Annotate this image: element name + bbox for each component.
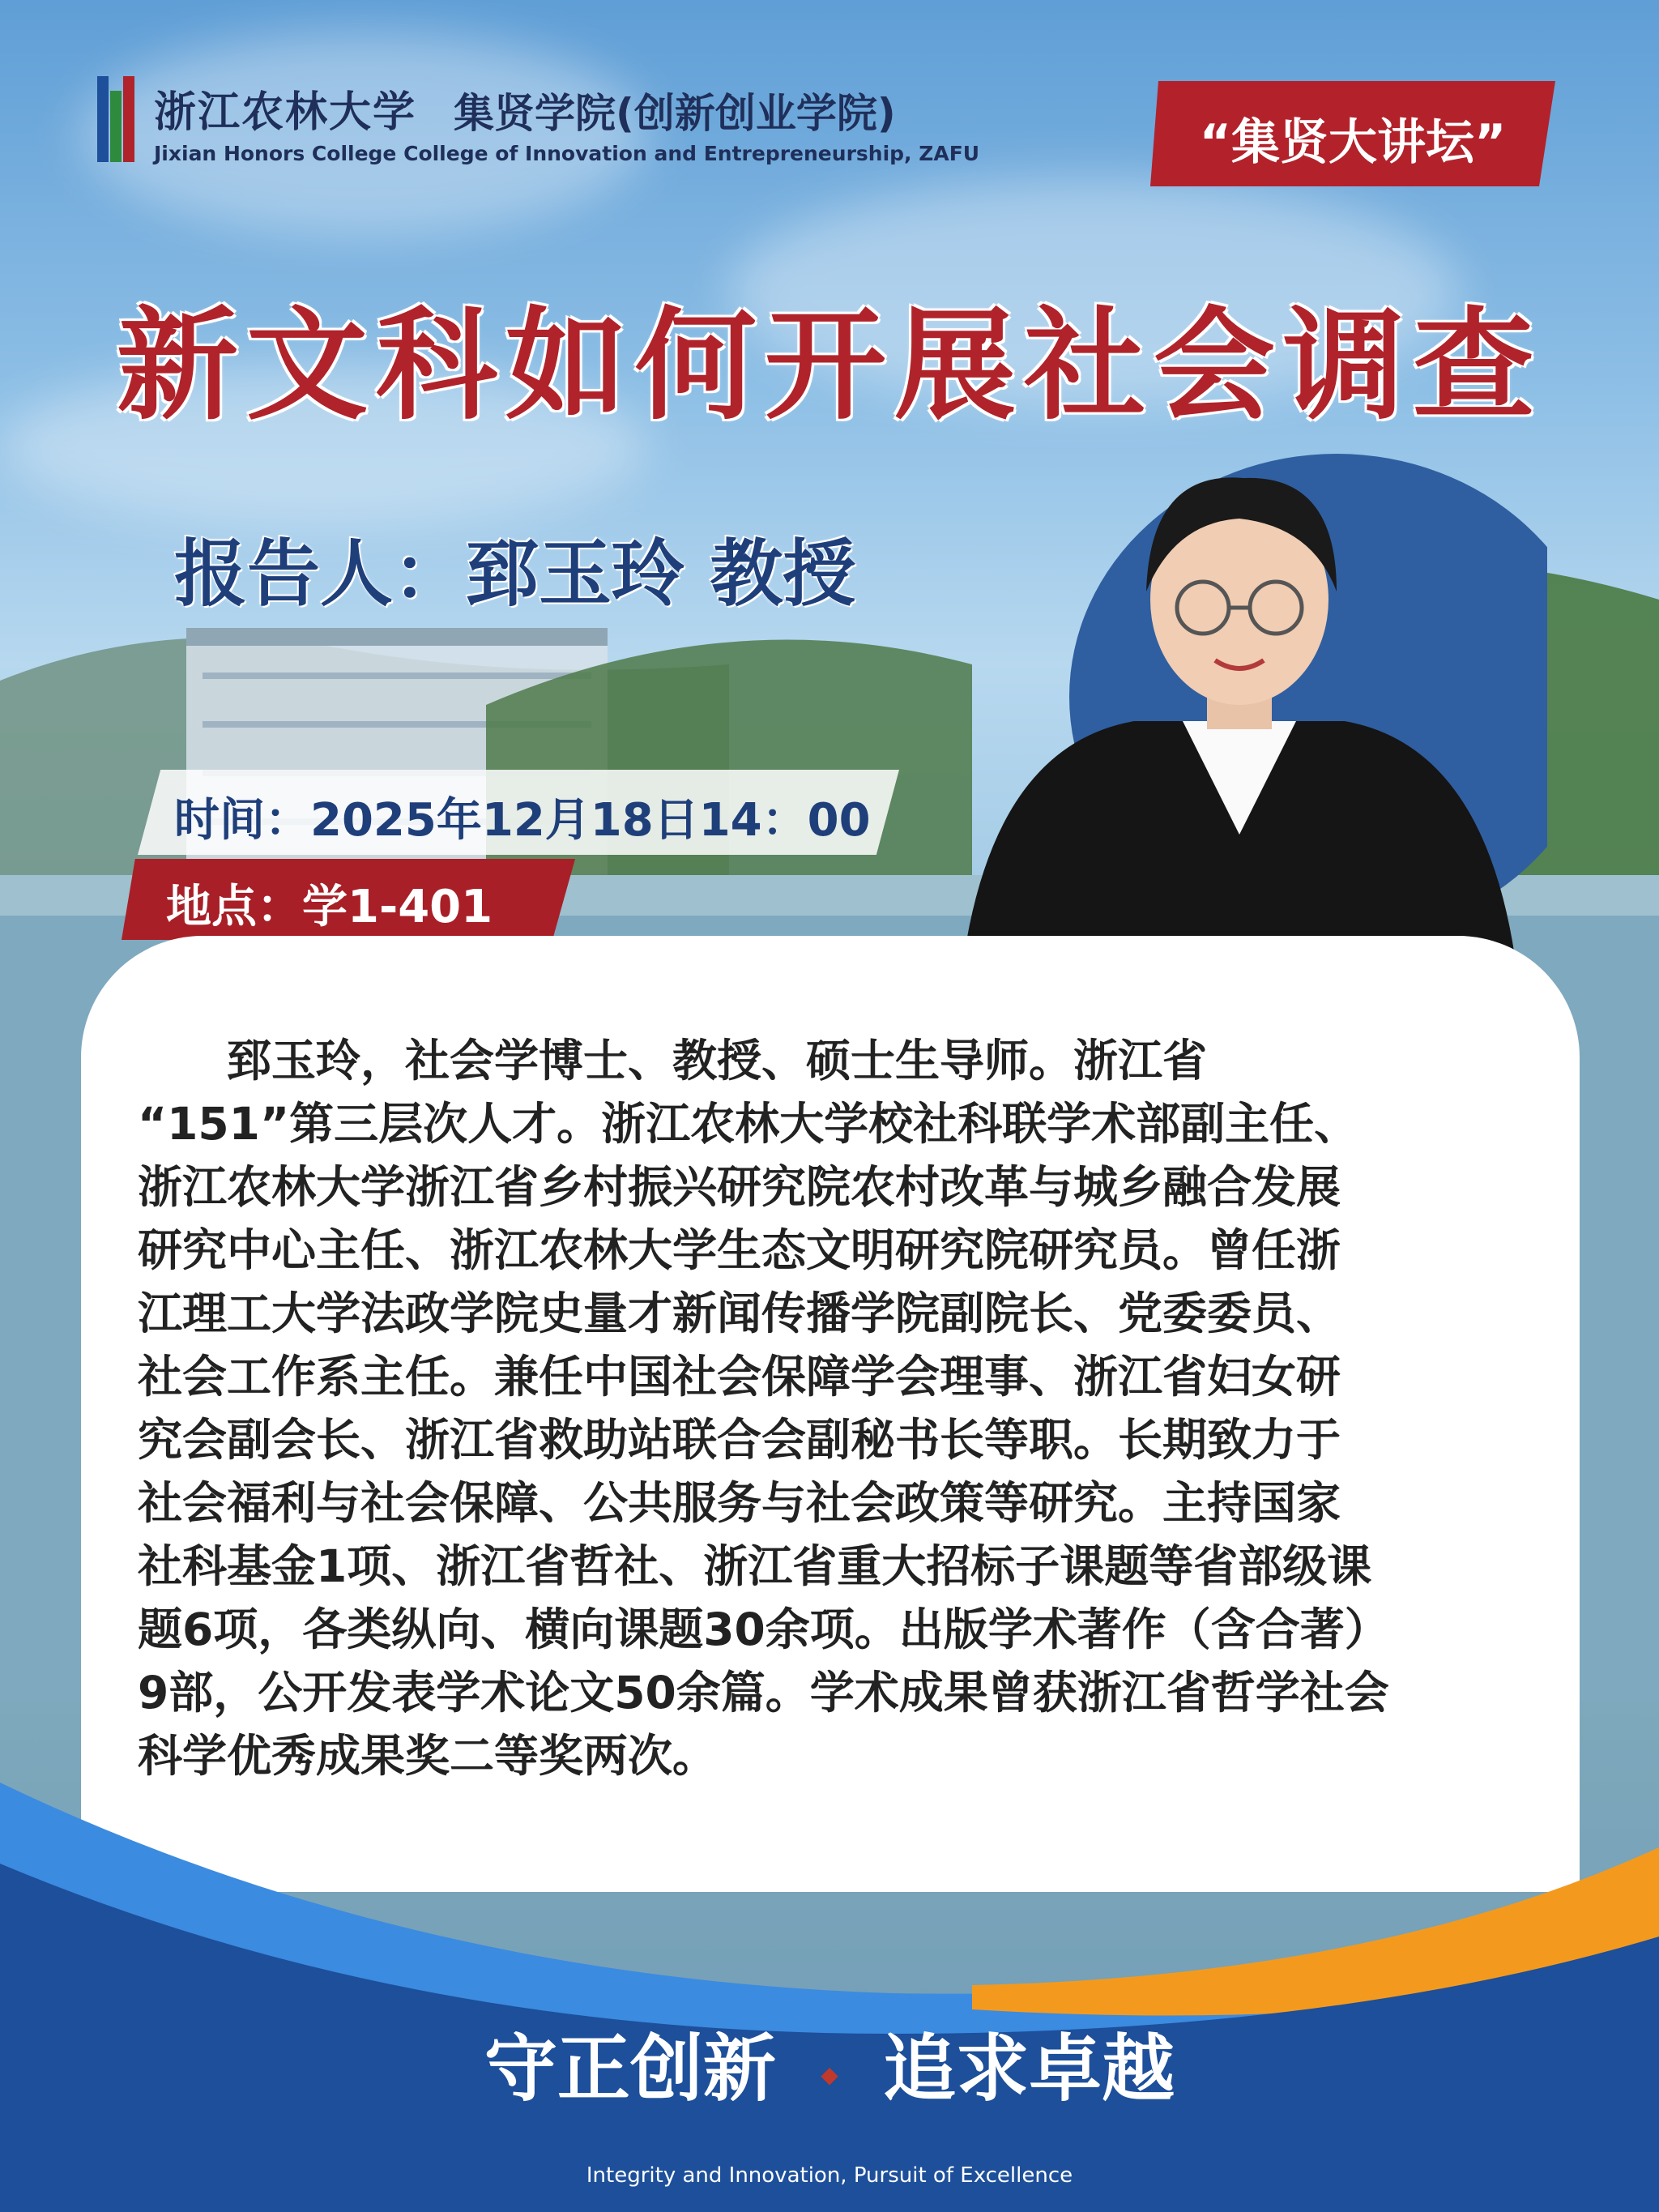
forum-tag bbox=[1150, 81, 1555, 186]
university-name: 浙江农林大学 bbox=[154, 88, 417, 137]
bio-line: 究会副会长、浙江省救助站联合会副秘书长等职。长期致力于 bbox=[138, 1414, 1341, 1466]
motto-right: 追求卓越 bbox=[883, 2026, 1175, 2112]
speaker-label: 报告人：郅玉玲 教授 bbox=[174, 532, 856, 617]
bio-line: 郅玉玲，社会学博士、教授、硕士生导师。浙江省 bbox=[138, 1035, 1208, 1087]
bio-line: 社会工作系主任。兼任中国社会保障学会理事、浙江省妇女研 bbox=[138, 1351, 1341, 1403]
bio-line: “151”第三层次人才。浙江农林大学校社科联学术部副主任、 bbox=[138, 1098, 1359, 1150]
bio-line: 江理工大学法政学院史量才新闻传播学院副院长、党委委员、 bbox=[138, 1287, 1341, 1339]
bio-line: 社科基金1项、浙江省哲社、浙江省重大招标子课题等省部级课 bbox=[138, 1540, 1372, 1592]
seal-icon: ◆ bbox=[821, 2061, 838, 2088]
bio-line: 9部，公开发表学术论文50余篇。学术成果曾获浙江省哲学社会 bbox=[138, 1667, 1389, 1719]
university-logo bbox=[96, 75, 136, 164]
event-time: 时间：2025年12月18日14：00 bbox=[174, 794, 871, 847]
college-name: 集贤学院(创新创业学院) bbox=[454, 90, 896, 137]
forum-tag-label: “集贤大讲坛” bbox=[1199, 114, 1507, 171]
bio-line: 科学优秀成果奖二等奖两次。 bbox=[138, 1730, 718, 1782]
motto-left: 守正创新 bbox=[484, 2026, 776, 2112]
bio-line: 浙江农林大学浙江省乡村振兴研究院农村改革与城乡融合发展 bbox=[138, 1161, 1341, 1213]
motto bbox=[0, 2009, 1659, 2115]
speaker-photo bbox=[932, 454, 1547, 956]
motto-english: Integrity and Innovation, Pursuit of Excellence bbox=[586, 2163, 1073, 2188]
bio-line: 社会福利与社会保障、公共服务与社会政策等研究。主持国家 bbox=[138, 1477, 1341, 1529]
speaker-bio bbox=[138, 1029, 1523, 1787]
footer-waves bbox=[0, 1766, 1659, 2212]
college-name-english: Jixian Honors College College of Innovation and Entrepreneurship, ZAFU bbox=[154, 142, 980, 165]
event-location: 地点：学1-401 bbox=[166, 881, 493, 933]
bio-line: 研究中心主任、浙江农林大学生态文明研究院研究员。曾任浙 bbox=[138, 1224, 1341, 1276]
lecture-title: 新文科如何开展社会调查 bbox=[116, 294, 1542, 437]
bio-line: 题6项，各类纵向、横向课题30余项。出版学术著作（含合著） bbox=[138, 1603, 1389, 1655]
